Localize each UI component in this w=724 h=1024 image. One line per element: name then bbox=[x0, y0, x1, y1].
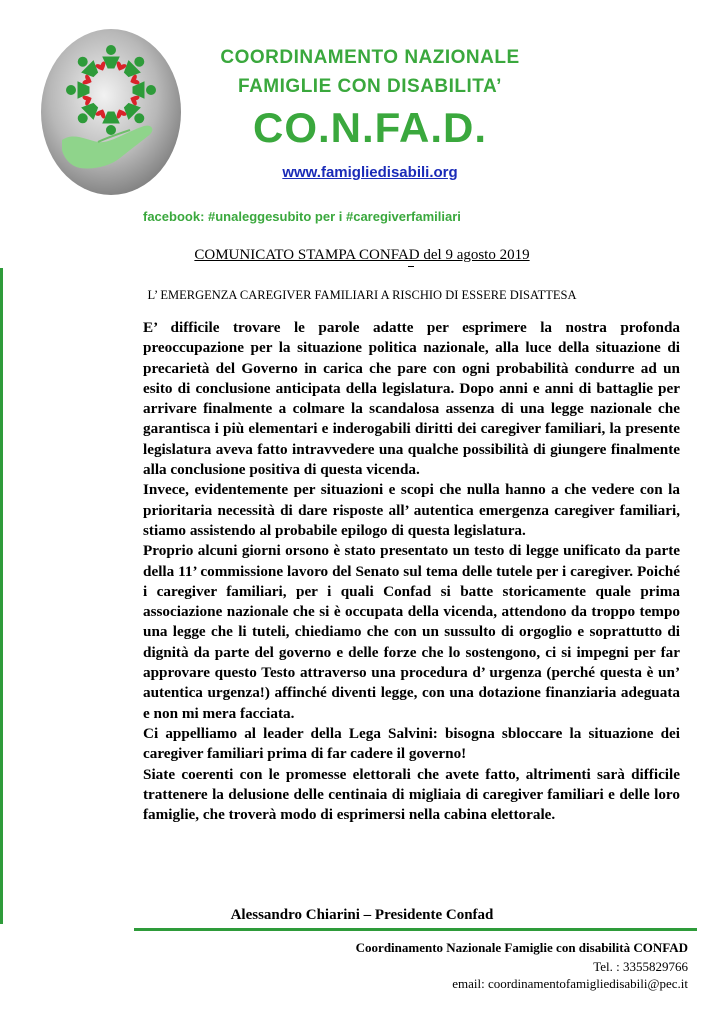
facebook-hashtags: facebook: #unaleggesubito per i #caregiverfamiliari bbox=[143, 209, 461, 224]
org-name-line-1: COORDINAMENTO NAZIONALE bbox=[220, 47, 520, 68]
body-paragraph-3: Proprio alcuni giorni orsono è stato presentato un testo di legge unificato da parte della 11’ commissione lavoro del Senato sul tema delle tutele per i caregiver. Poiché i caregiver familiari, per i quali Confad si batte storicamente quale prima associazione nazionale che si è occupata della vicenda, attendono da troppo tempo una legge che li tuteli, chiediamo che con un sussulto di orgoglio e soprattutto di dignità da parte del governo e delle forze che lo sostengono, ci si impegni per far approvare questo Testo attraverso una procedura d’ urgenza (perché questa è un’ autentica urgenza!) affinché diventi legge, con una dotazione finanziaria adeguata e non mi mera facciata. bbox=[143, 542, 680, 722]
body-paragraph-5: Siate coerenti con le promesse elettorali che avete fatto, altrimenti sarà difficile trattenere la delusione delle centinaia di migliaia di caregiver familiari e delle loro famiglie, che troverà modo di esprimersi nella cabina elettorale. bbox=[143, 765, 680, 824]
website-link[interactable]: www.famigliedisabili.org bbox=[282, 164, 458, 181]
body-paragraph-2: Invece, evidentemente per situazioni e scopi che nulla hanno a che vedere con la prioritaria necessità di dare risposte all’ autentica emergenza caregiver familiari, stiamo assistendo al probabile epilogo di questa legislatura. bbox=[143, 481, 680, 539]
org-name-line-2: FAMIGLIE CON DISABILITA’ bbox=[238, 76, 502, 97]
press-headline: L’ EMERGENZA CAREGIVER FAMILIARI A RISCHIO DI ESSERE DISATTESA bbox=[147, 288, 577, 302]
body-paragraph-1: E’ difficile trovare le parole adatte per esprimere la nostra profonda preoccupazione per la situazione politica nazionale, alla luce della situazione di precarietà del Governo in carica che pare con ogni probabilità condurre ad un esito di conclusione anticipata della legislatura. Dopo anni e anni di battaglie per arrivare finalmente a colmare la scandalosa assenza di una legge nazionale che garantisca i più elementari e inderogabili diritti dei caregiver familiari, la presente legislatura aveva fatto intravvedere una qualche possibilità di giungere finalmente alla conclusione positiva di questa vicenda. bbox=[143, 319, 680, 479]
press-body bbox=[143, 318, 680, 825]
left-accent-bar bbox=[0, 268, 3, 924]
footer-email[interactable]: email: coordinamentofamigliedisabili@pec.it bbox=[452, 976, 688, 991]
org-acronym: CO.N.FA.D. bbox=[252, 104, 487, 151]
press-release-title: COMUNICATO STAMPA CONFAD del 9 agosto 2019 bbox=[194, 247, 530, 263]
footer-phone: Tel. : 3355829766 bbox=[593, 959, 688, 974]
body-paragraph-4: Ci appelliamo al leader della Lega Salvini: bisogna sbloccare la situazione dei caregiver familiari prima di far cadere il governo! bbox=[143, 724, 680, 763]
small-dash-divider bbox=[408, 266, 414, 267]
footer-org: Coordinamento Nazionale Famiglie con disabilità CONFAD bbox=[355, 940, 688, 955]
signature: Alessandro Chiarini – Presidente Confad bbox=[230, 907, 494, 923]
footer-divider bbox=[134, 928, 697, 931]
